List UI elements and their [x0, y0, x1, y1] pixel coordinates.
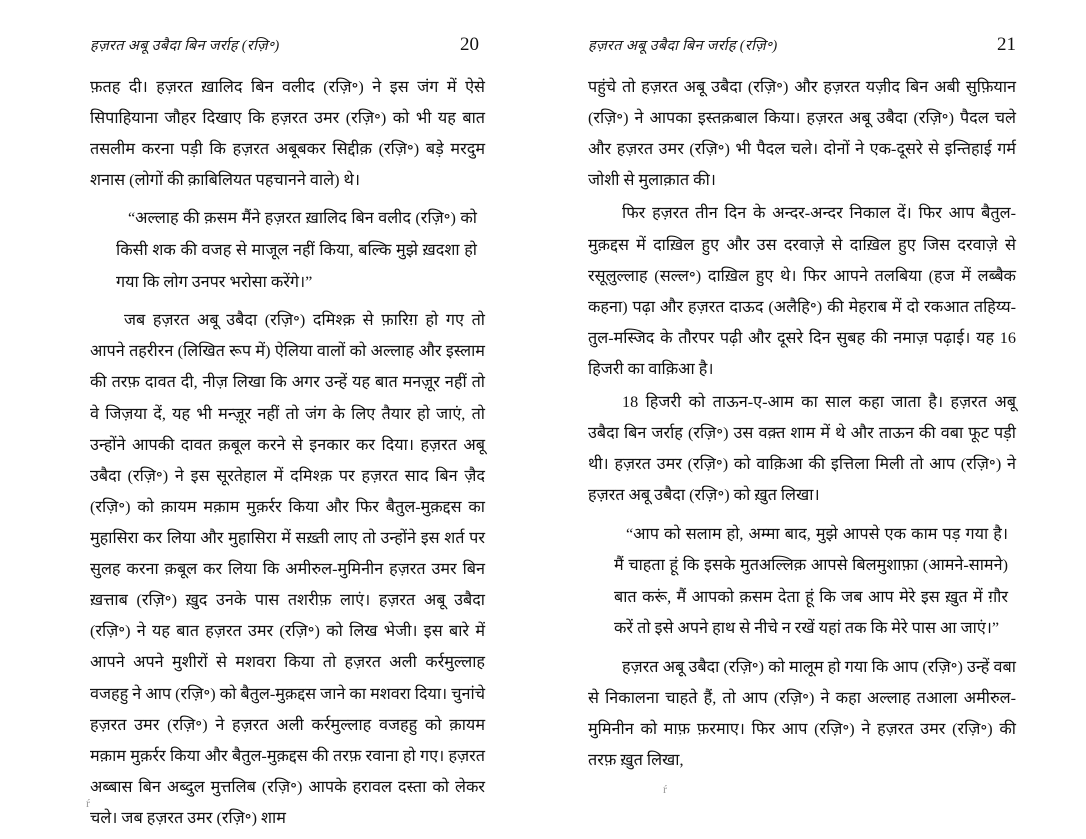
page-left-body — [90, 72, 485, 834]
page-right-header — [588, 34, 1016, 60]
page-right-body — [588, 72, 1016, 776]
running-title-left: हज़रत अबू उबैदा बिन जर्राह (रज़ि॰) — [90, 38, 280, 54]
paragraph: पहुंचे तो हज़रत अबू उबैदा (रज़ि॰) और हज़रत यज़ीद बिन अबी सुफ़ियान (रज़ि॰) ने आपका इस्तक़बाल किया। हज़रत अबू उबैदा (रज़ि॰) पैदल चले और हज़रत उमर (रज़ि॰) भी पैदल चले। दोनों ने एक-दूसरे से इन्तिहाई गर्म जोशी से मुलाक़ात की। — [588, 78, 1016, 190]
block-quote: “आप को सलाम हो, अम्मा बाद, मुझे आपसे एक काम पड़ गया है। मैं चाहता हूं कि इसके मुतअल्लिक़ आपसे बिलमुशाफ़ा (आमने-सामने) बात करूं, मैं आपको क़सम देता हूं कि जब आप मेरे इस ख़ुत में ग़ौर करें तो इसे अपने हाथ से नीचे न रखें यहां तक कि मेरे पास आ जाएं।” — [614, 524, 1008, 638]
paragraph: फ़तह दी। हज़रत ख़ालिद बिन वलीद (रज़ि॰) ने इस जंग में ऐसे सिपाहियाना जौहर दिखाए कि हज़रत उमर (रज़ि॰) को भी यह बात तसलीम करना पड़ी कि हज़रत अबूबकर सिद्दीक़ (रज़ि॰) बड़े मरदुम शनास (लोगों की क़ाबिलियत पहचानने वाले) थे। — [90, 78, 485, 190]
scan-edge-mark: ŕ — [86, 796, 90, 810]
page-right — [543, 0, 1086, 839]
paragraph: 18 हिजरी को ताऊन-ए-आम का साल कहा जाता है। हज़रत अबू उबैदा बिन जर्राह (रज़ि॰) उस वक़्त शाम में थे और ताऊन की वबा फूट पड़ी थी। हज़रत उमर (रज़ि॰) को वाक़िआ की इत्तिला मिली तो आप (रज़ि॰) ने हज़रत अबू उबैदा (रज़ि॰) को ख़ुत लिखा। — [588, 393, 1016, 505]
folio-left: 20 — [460, 34, 479, 55]
paragraph: हज़रत अबू उबैदा (रज़ि॰) को मालूम हो गया कि आप (रज़ि॰) उन्हें वबा से निकालना चाहते हैं, तो आप (रज़ि॰) ने कहा अल्लाह तआला अमीरुल-मुमिनीन को माफ़ फ़रमाए। फिर आप (रज़ि॰) ने हज़रत उमर (रज़ि॰) की तरफ़ ख़ुत लिखा, — [588, 657, 1016, 770]
page-left-header — [90, 34, 485, 60]
folio-right: 21 — [997, 34, 1016, 55]
running-title-right: हज़रत अबू उबैदा बिन जर्राह (रज़ि॰) — [588, 38, 778, 54]
paragraph: जब हज़रत अबू उबैदा (रज़ि॰) दमिश्क़ से फ़ारिग़ हो गए तो आपने तहरीरन (लिखित रूप में) ऐलिया वालों को अल्लाह और इस्लाम की तरफ़ दावत दी, नीज़ लिखा कि अगर उन्हें यह बात मनज़ूर नहीं तो वे जिज़या दें, यह भी मन्ज़ूर नहीं तो जंग के लिए तैयार हो जाएं, तो उन्होंने आपकी दावत क़बूल करने से इनकार कर दिया। हज़रत अबू उबैदा (रज़ि॰) ने इस सूरतेहाल में दमिश्क़ पर हज़रत साद बिन ज़ैद (रज़ि॰) को क़ायम मक़ाम मुक़र्रर किया और फिर बैतुल-मुक़द्दस का मुहासिरा कर लिया और मुहासिरा में सख़्ती लाए तो उन्होंने इस शर्त पर सुलह करना क़बूल कर लिया कि अमीरुल-मुमिनीन हज़रत उमर बिन ख़त्ताब (रज़ि॰) ख़ुद उनके पास तशरीफ़ लाएं। हज़रत अबू उबैदा (रज़ि॰) ने यह बात हज़रत उमर (रज़ि॰) को लिख भेजी। इस बारे में आपने अपने मुशीरों से मशवरा किया तो हज़रत अली कर्रमुल्लाह वजहहु ने आप (रज़ि॰) को बैतुल-मुक़द्दस जाने का मशवरा दिया। चुनांचे हज़रत उमर (रज़ि॰) ने हज़रत अली कर्रमुल्लाह वजहहु को क़ायम मक़ाम मुक़र्रर किया और बैतुल-मुक़द्दस की तरफ़ रवाना हो गए। हज़रत अब्बास बिन अब्दुल मुत्तलिब (रज़ि॰) आपके हरावल दस्ता को लेकर चले। जब हज़रत उमर (रज़ि॰) शाम — [90, 311, 485, 827]
block-quote: “अल्लाह की क़सम मैंने हज़रत ख़ालिद बिन वलीद (रज़ि॰) को किसी शक की वजह से माजूल नहीं किया, बल्कि मुझे ख़दशा हो गया कि लोग उनपर भरोसा करेंगे।” — [116, 209, 477, 291]
scan-edge-mark: ŕ — [663, 782, 667, 796]
paragraph: फिर हज़रत तीन दिन के अन्दर-अन्दर निकाल दें। फिर आप बैतुल-मुक़द्दस में दाख़िल हुए और उस दरवाज़े से दाख़िल हुए जिस दरवाज़े से रसूलुल्लाह (सल्ल॰) दाख़िल हुए थे। फिर आपने तलबिया (हज में लब्बैक कहना) पढ़ा और हज़रत दाऊद (अलैहि॰) की मेहराब में दो रकआत तहिय्य-तुल-मस्जिद के तौरपर पढ़ी और दूसरे दिन सुबह की नमाज़ पढ़ाई। यह 16 हिजरी का वाक़िआ है। — [588, 204, 1016, 378]
